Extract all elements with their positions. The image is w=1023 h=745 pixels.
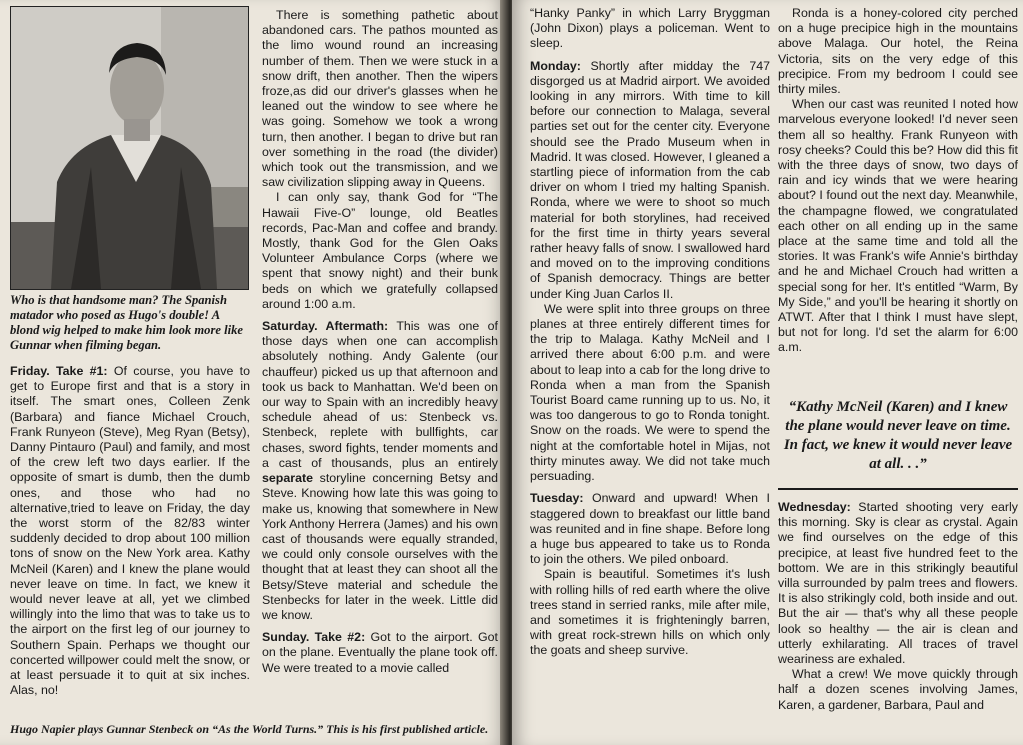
photo-caption: Who is that handsome man? The Spanish matador who posed as Hugo's double! A blond wig helped to make him look more like Gunnar when filming began. bbox=[10, 293, 243, 352]
saturday-heading: Saturday. Aftermath: bbox=[262, 319, 389, 334]
ronda-paragraph: Ronda is a honey-colored city perched on a huge precipice high in the mountains above Malaga. Our hotel, the Reina Victoria, sits on the very edge of this precipice. From my bedroom I could see thirty miles. bbox=[778, 6, 1018, 97]
saturday-text-2: storyline concerning Betsy and Steve. Knowing how late this was going to make us, knowing that somewhere in New York Anthony Herrera (James) and his own cast of thousands were equally stranded, we could only console ourselves with the thought that at least they can shoot all the Betsy/Steve material and schedule the Stenbecks for later in the week. Little did we know. bbox=[262, 471, 498, 622]
monday-heading: Monday: bbox=[530, 58, 581, 73]
wednesday-text: Started shooting very early this morning. Sky is clear as crystal. Again we find ourselves on the edge of this precipice, at least five hundred feet to the bottom. We are in this strikingly beautiful villa surrounded by palm trees and flowers. It is also strikingly cold, both inside and out. But the air — that's why all these people look so healthy — the air is clean and utterly exhilarating. All traces of travel weariness are exhaled. bbox=[778, 500, 1018, 667]
hanky-panky-paragraph: “Hanky Panky” in which Larry Bryggman (John Dixon) plays a policeman. Went to sleep. bbox=[530, 6, 770, 51]
wednesday-paragraph bbox=[778, 500, 1018, 667]
photo-matador-image bbox=[11, 7, 248, 289]
sunday-heading: Sunday. Take #2: bbox=[262, 630, 366, 645]
friday-text: Of course, you have to get to Europe first and that is a story in itself. The smart ones, Colleen Zenk (Barbara) and fiance Michael Crouch, Frank Runyeon (Steve), Meg Ryan (Betsy), Danny Pintauro (Paul) and family, and most of the crew left two days earlier. If the opposite of smart is dumb, then the dumb ones, and those who had no alternative,tried to leave on Friday, the day the worst storm of the 82/83 winter suddenly decided to drop about 100 million tons of snow on the New York area. Kathy McNeil (Karen) and I knew the plane would never leave on time. In fact, we knew it would never leave at all, yet we climbed willingly into the limo that was to take us to the airport on the first leg of our journey to Southern Spain. Perhaps we thought our concerted willpower could melt the snow, or at least persuade it to quit at six inches. Alas, no! bbox=[10, 364, 250, 698]
photo-matador bbox=[10, 6, 249, 290]
sunday-paragraph bbox=[262, 630, 498, 676]
left-column-1 bbox=[10, 364, 250, 716]
thank-god-paragraph: I can only say, thank God for “The Hawaii Five-O” lounge, old Beatles records, Pac-Man and coffee and brandy. Mostly, thank God for the Glen Oaks Volunteer Ambulance Corps (where we spent that snowy night) and their bunk beds on which we gratefully collapsed around 1:00 a.m. bbox=[262, 190, 498, 311]
pull-quote: “Kathy McNeil (Karen) and I knew the plane would never leave on time. In fact, we knew it would never leave at all. . .” bbox=[783, 399, 1013, 472]
tuesday-heading: Tuesday: bbox=[530, 491, 584, 506]
three-groups-paragraph: We were split into three groups on three planes at three entirely different times for the trip to Malaga. Kathy McNeil and I arrived there about 6:00 p.m. and were about to leap into a cab for the long drive to Ronda when a man from the Spanish Tourist Board came running up to us. No, it was too dangerous to go to Ronda tonight. Snow on the roads. We were to spend the night at the comfortable hotel in Mijas, not thirty minutes away. We did not take much persuading. bbox=[530, 301, 770, 484]
left-column-2 bbox=[262, 8, 498, 714]
friday-paragraph bbox=[10, 364, 250, 698]
spain-beautiful-paragraph: Spain is beautiful. Sometimes it's lush with rolling hills of red earth where the olive trees stand in serried ranks, mile after mile, and sometimes it is frighteningly barren, with great rock-strewn hills on which only the goats and sheep survive. bbox=[530, 567, 770, 658]
left-page bbox=[0, 0, 506, 745]
friday-heading: Friday. Take #1: bbox=[10, 364, 108, 378]
right-column-2-bottom bbox=[778, 500, 1018, 720]
monday-paragraph bbox=[530, 59, 770, 302]
pull-quote-bottom-rule bbox=[778, 488, 1018, 490]
saturday-text-1: This was one of those days when one can accomplish absolutely nothing. Andy Galente (our chauffeur) picked us up that afternoon and took us back to Manhattan. We'd been on our way to Spain with an incredibly heavy schedule ahead of us: Stenbeck vs. Stenbeck, replete with bullfights, car chases, sword fights, tender moments and a cast of thousands, plus an entirely bbox=[262, 319, 498, 470]
cast-reunited-paragraph: When our cast was reunited I noted how marvelous everyone looked! I'd never seen them all so healthy. Frank Runyeon with rosy cheeks? Could this be? How did this fit with the three days of snow, two days of rain and icy winds that we were hearing about? I found out the next day. Meanwhile, the champagne flowed, we congratulated each other on all ending up in the same place at the same time and told all the stories. It was Frank's wife Annie's birthday and he and Michael Crouch had written a special song for her. It's entitled “Warm, By My Side,” and you'll be hearing it shortly on ATWT. After that I think I must have slept, but not for long. I'd set the alarm for 6:00 a.m. bbox=[778, 97, 1018, 355]
right-column-1 bbox=[530, 6, 770, 718]
right-column-2-top bbox=[778, 6, 1018, 390]
saturday-paragraph bbox=[262, 319, 498, 623]
author-footer-note: Hugo Napier plays Gunnar Stenbeck on “As the World Turns.” This is his first published article. bbox=[10, 722, 489, 736]
tuesday-text: Onward and upward! When I staggered down to breakfast our little band was reunited and in fine shape. Before long a huge bus appeared to take us to Ronda to join the others. We piled onboard. bbox=[530, 491, 770, 567]
sunday-text: Got to the airport. Got on the plane. Eventually the plane took off. We were treated to a movie called bbox=[262, 630, 498, 675]
monday-text: Shortly after midday the 747 disgorged us at Madrid airport. We avoided looking in any mirrors. With time to kill before our connection to Malaga, several parties set out for the center city. Everyone should see the Prado Museum when in Madrid. It was closed. However, I gleaned a startling piece of information from the cab driver on whom I tried my halting Spanish. Ronda, where we were to shoot so much material for both storylines, had received for the first time in thirty years several rather heavy falls of snow. I swallowed hard and moved on to the improving conditions of Spanish democracy. Things are better under King Juan Carlos II. bbox=[530, 58, 770, 301]
what-a-crew-paragraph: What a crew! We move quickly through half a dozen scenes involving James, Karen, a gardener, Barbara, Paul and bbox=[778, 667, 1018, 712]
saturday-bold-word: separate bbox=[262, 471, 313, 486]
right-page bbox=[512, 0, 1023, 745]
tuesday-paragraph bbox=[530, 491, 770, 567]
wednesday-heading: Wednesday: bbox=[778, 500, 851, 514]
abandoned-cars-paragraph: There is something pathetic about abandoned cars. The pathos mounted as the limo wound round an increasing number of them. Then we were stuck in a snow drift, then another. Then the wipers froze,as did our driver's glasses when he leaned out the window to see where he was going. Somehow we took a wrong turn, then another. I began to drive but ran over something in the road (the divider) which took out the transmission, and we saw civilization slipping away in Queens. bbox=[262, 8, 498, 190]
